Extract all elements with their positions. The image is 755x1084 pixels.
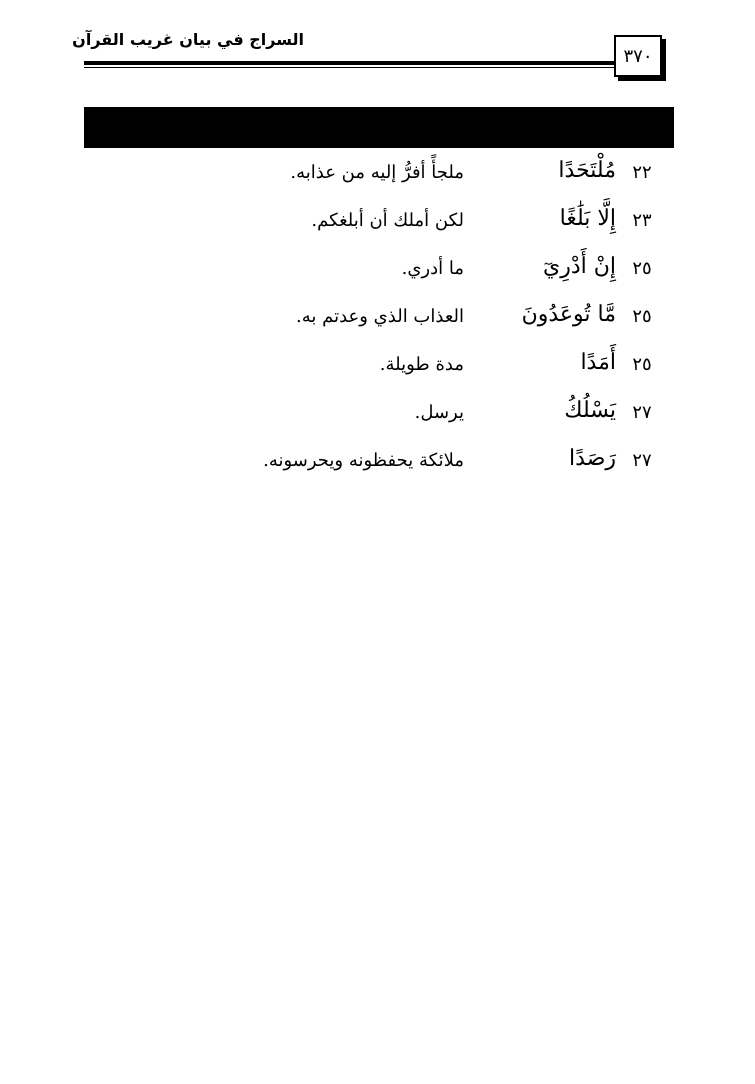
word-meaning: العذاب الذي وعدتم به. bbox=[295, 306, 464, 327]
verse-number: ٢٥ bbox=[632, 258, 652, 279]
verse-number: ٢٥ bbox=[632, 306, 652, 327]
word-meaning: لكن أملك أن أبلغكم. bbox=[311, 210, 464, 231]
glossary-list bbox=[0, 158, 755, 494]
book-title: السراج في بيان غريب القرآن bbox=[72, 30, 304, 49]
glossary-row bbox=[0, 350, 755, 398]
glossary-row bbox=[0, 158, 755, 206]
quranic-word: يَسْلُكُ bbox=[564, 398, 616, 423]
glossary-row bbox=[0, 206, 755, 254]
glossary-row bbox=[0, 398, 755, 446]
page-number: ٣٧٠ bbox=[614, 35, 662, 77]
word-meaning: ما أدري. bbox=[401, 258, 464, 279]
glossary-row bbox=[0, 446, 755, 494]
glossary-row bbox=[0, 302, 755, 350]
verse-number: ٢٧ bbox=[632, 402, 652, 423]
verse-number: ٢٢ bbox=[632, 162, 652, 183]
word-meaning: ملائكة يحفظونه ويحرسونه. bbox=[263, 450, 464, 471]
quranic-word: مَّا تُوعَدُونَ bbox=[521, 302, 616, 327]
glossary-row bbox=[0, 254, 755, 302]
quranic-word: إِلَّا بَلَٰغًا bbox=[559, 206, 616, 231]
word-meaning: مدة طويلة. bbox=[379, 354, 464, 375]
quranic-word: رَصَدًا bbox=[569, 446, 616, 471]
quranic-word: مُلْتَحَدًا bbox=[558, 158, 616, 183]
header-rule-thin bbox=[84, 67, 614, 68]
word-meaning: يرسل. bbox=[414, 402, 464, 423]
quranic-word: إِنْ أَدْرِيٓ bbox=[542, 254, 616, 279]
section-band bbox=[84, 107, 674, 148]
verse-number: ٢٥ bbox=[632, 354, 652, 375]
header-rule-thick bbox=[84, 61, 614, 65]
verse-number: ٢٣ bbox=[632, 210, 652, 231]
verse-number: ٢٧ bbox=[632, 450, 652, 471]
word-meaning: ملجأً أفرُّ إليه من عذابه. bbox=[290, 162, 464, 183]
quranic-word: أَمَدًا bbox=[580, 350, 616, 375]
